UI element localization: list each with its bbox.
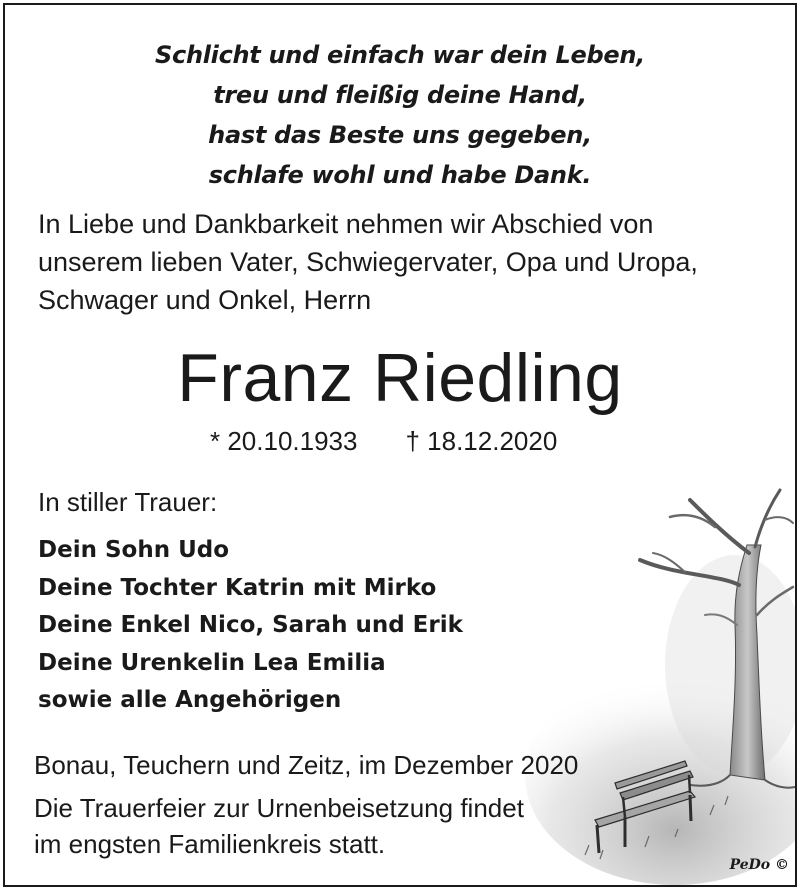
tree-bench-illustration [525,475,795,885]
mourner-entry: Deine Enkel Nico, Sarah und Erik [38,612,463,639]
place-and-date: Bonau, Teuchern und Zeitz, im Dezember 2020 [34,750,579,780]
verse-line: Schlicht und einfach war dein Leben, [155,41,645,69]
mourning-label: In stiller Trauer: [38,487,218,517]
deceased-name: Franz Riedling [177,340,623,416]
funeral-note-line: Die Trauerfeier zur Urnenbeisetzung findet [34,793,524,823]
verse-line: treu und fleißig deine Hand, [213,81,587,109]
intro-line: In Liebe und Dankbarkeit nehmen wir Abschied von [38,209,654,239]
mourner-entry: Deine Urenkelin Lea Emilia [38,649,386,676]
memorial-verse [5,35,795,195]
birth-date: * 20.10.1933 [210,426,358,456]
intro-line: Schwager und Onkel, Herrn [38,285,372,315]
funeral-note [34,790,524,862]
life-dates [210,423,557,459]
death-date: † 18.12.2020 [405,426,558,456]
mourner-entry: sowie alle Angehörigen [38,687,342,714]
farewell-intro [38,205,778,319]
verse-line: schlafe wohl und habe Dank. [208,161,592,189]
mourner-entry: Dein Sohn Udo [38,537,230,563]
artist-signature: PeDo © [729,857,789,873]
verse-line: hast das Beste uns gegeben, [208,121,592,149]
obituary-notice [3,3,797,887]
mourners-list [38,532,463,720]
funeral-note-line: im engsten Familienkreis statt. [34,829,386,859]
intro-line: unserem lieben Vater, Schwiegervater, Opa und Uropa, [38,247,698,277]
mourner-entry: Deine Tochter Katrin mit Mirko [38,574,437,601]
